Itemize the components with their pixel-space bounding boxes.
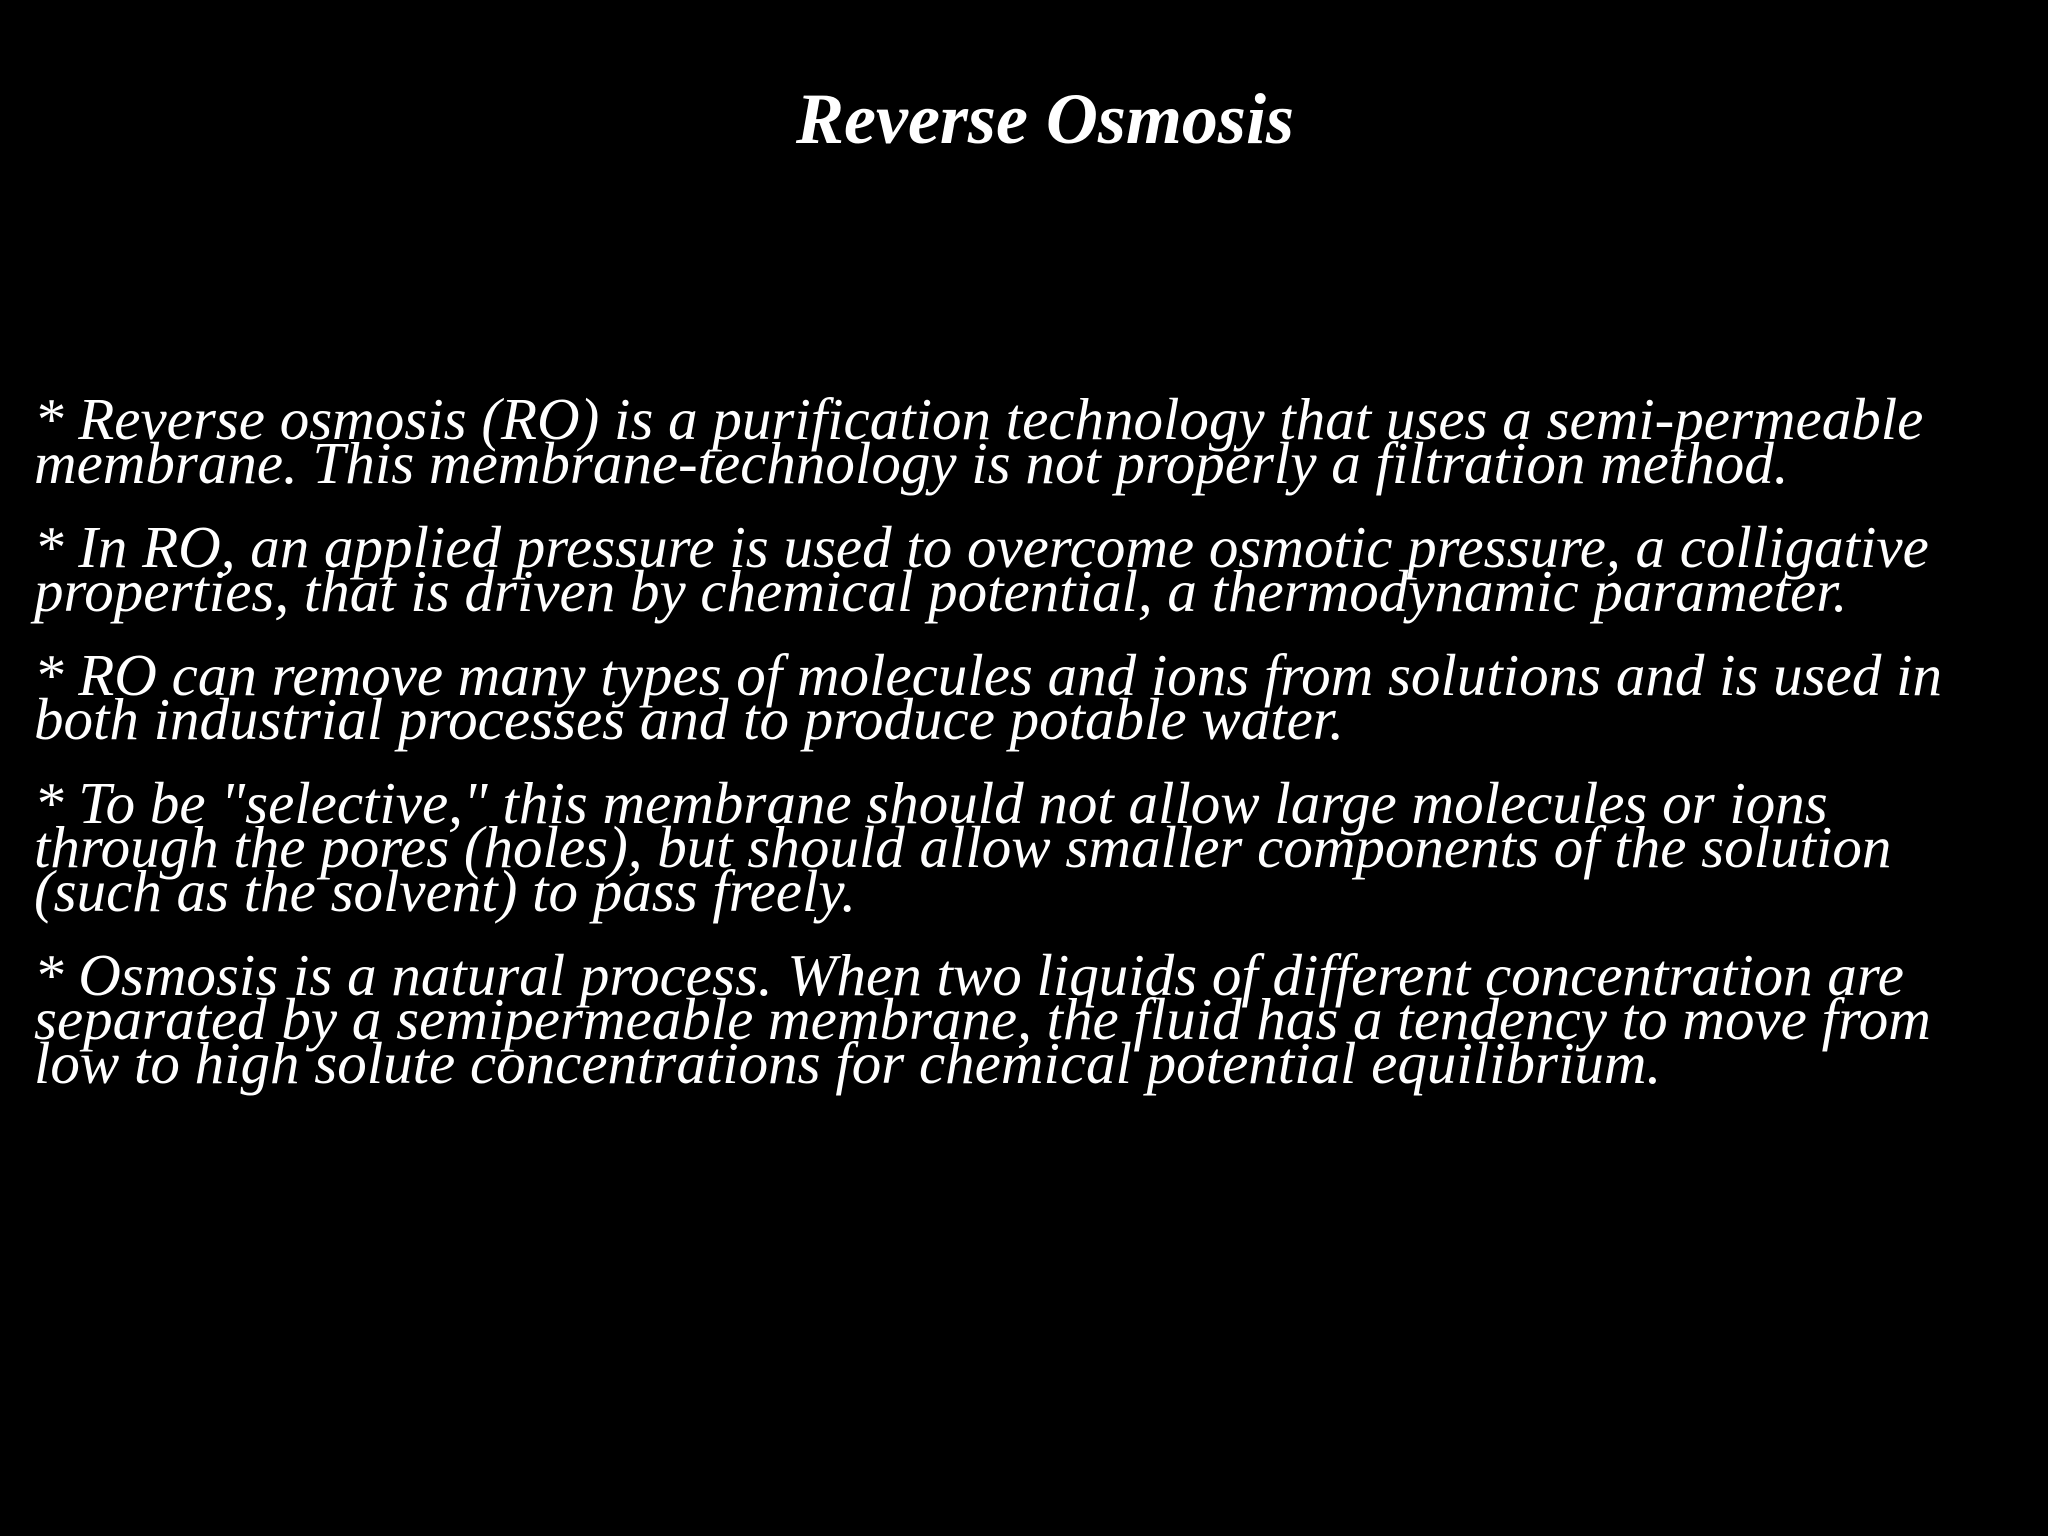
bullet-list [34,386,2024,1125]
slide-title: Reverse Osmosis [796,79,1294,159]
bullet-item-1: * Reverse osmosis (RO) is a purification technology that uses a semi-permeable membrane. This membrane-technology is not properly a filtration method. [34,386,1924,496]
bullet-item-3: * RO can remove many types of molecules and ions from solutions and is used in both industrial processes and to produce potable water. [34,642,1942,752]
bullet-item-2: * In RO, an applied pressure is used to overcome osmotic pressure, a colligative properties, that is driven by chemical potential, a thermodynamic parameter. [34,514,1929,624]
bullet-item-5: * Osmosis is a natural process. When two liquids of different concentration are separated by a semipermeable membrane, the fluid has a tendency to move from low to high solute concentrations for chemical potential equilibrium. [34,942,1931,1096]
bullet-item-4: * To be "selective," this membrane should not allow large molecules or ions through the pores (holes), but should allow smaller components of the solution (such as the solvent) to pass freely. [34,770,1892,924]
